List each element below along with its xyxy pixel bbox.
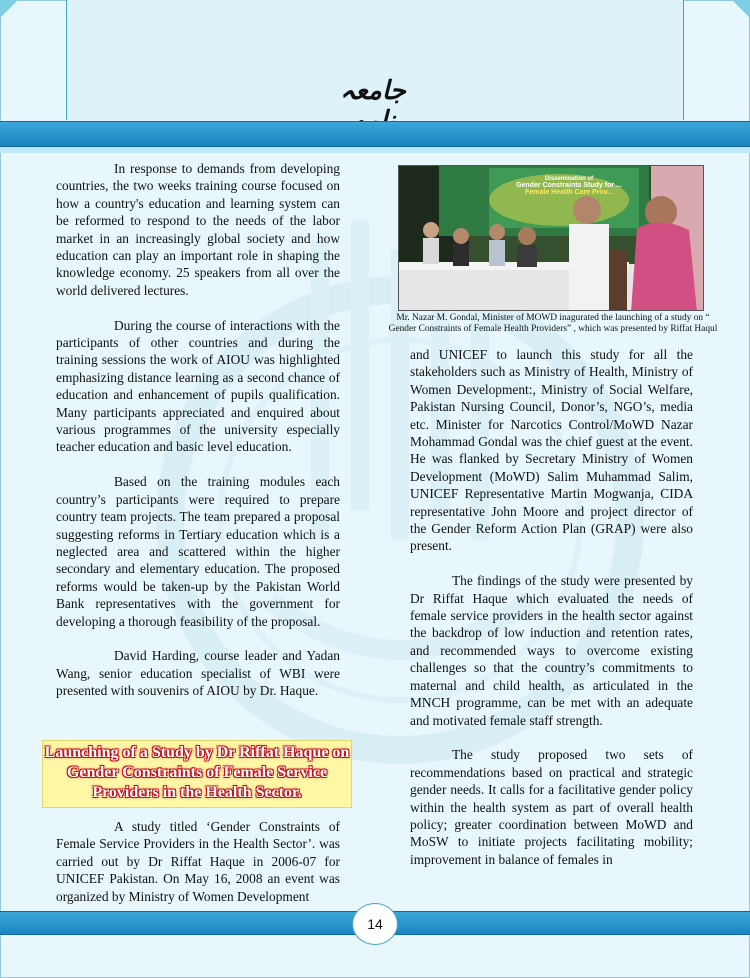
- paragraph: David Harding, course leader and Yadan Wang, senior education specialist of WBI were presented with souvenirs of AIOU by Dr. Haque.: [56, 648, 340, 699]
- banner-line: Female Health Care Prov...: [525, 189, 613, 196]
- paragraph: The findings of the study were presented by Dr Riffat Haque which evaluated the needs of female service providers in the health sector against the backdrop of low induction and retention rates, and recommended ways to overcome existing challenges so that the country’s commitments to maternal and child health, as articulated in the MNCH programme, can be met with an adequate and motivated female staff strength.: [410, 573, 693, 728]
- article-headline: Launching of a Study by Dr Riffat Haque on Gender Constraints of Female Service Providers in the Health Sector.: [44, 744, 350, 801]
- corner-ornament-right: [732, 0, 750, 18]
- event-photo: [398, 165, 704, 311]
- header-band: [0, 121, 750, 147]
- paragraph: Based on the training modules each country’s participants were required to prepare country team projects. The team prepared a proposal suggesting reforms in Tertiary education which is a neglected area and scattered within the higher secondary and elementary education. The proposed reforms would be taken-up by the Pakistan World Bank representatives with the government for developing a thorough feasibility of the proposal.: [56, 474, 340, 629]
- header-band-strip: [0, 147, 750, 153]
- paragraph: and UNICEF to launch this study for all the stakeholders such as Ministry of Health, Ministry of Women Development:, Ministry of Social Welfare, Pakistan Nursing Council, Donor’s, NGO’s, media etc. Minister for Narcotics Control/MoWD Nazar Mohammad Gondal was the chief guest at the event. He was flanked by Secretary Ministry of Women Development (MoWD) Salim Muhammad Salim, UNICEF Representative Martin Mogwanja, CIDA representative John Moore and project director of the Gender Reform Action Plan (GRAP) were also present.: [410, 347, 693, 554]
- masthead-title: جامعہ: [340, 76, 406, 106]
- page-number: 14: [352, 903, 398, 945]
- paragraph: During the course of interactions with the participants of other countries and during the training sessions the work of AIOU was highlighted emphasizing distance learning as a second chance of education and enhancement of pupils qualification. Many participants appreciated and enquired about various programmes of the university especially teacher education and basic level education.: [56, 317, 340, 455]
- corner-ornament-left: [0, 0, 18, 18]
- left-column-continued: [56, 818, 340, 922]
- paragraph: In response to demands from developing countries, the two weeks training course focused on how a country's education and learning system can be reformed to respond to the needs of the labor market in an increasingly global society and how education can play an important role in shaping the knowledge economy. 25 speakers from all over the world delivered lectures.: [56, 161, 340, 298]
- photo-caption: Mr. Nazar M. Gondal, Minister of MOWD inagurated the launching of a study on “ Gender Constraints of Female Health Providers” , which was presented by Riffat Haqul: [388, 313, 718, 335]
- banner-line: Dissemination of: [544, 176, 594, 182]
- banner-line: Gender Constraints Study for ...: [516, 182, 622, 189]
- paragraph: The study proposed two sets of recommendations based on practical and strategic gender needs. It calls for a facilitative gender policy within the health system as part of overall health policy; greater coordination between MoWD and MoSW to initiate projects facilitating mobility; improvement in balance of females in: [410, 747, 693, 867]
- right-column: [410, 346, 693, 886]
- paragraph: A study titled ‘Gender Constraints of Female Service Providers in the Health Sector’. was carried out by Dr Riffat Haque in 2006-07 for UNICEF Pakistan. On May 16, 2008 an event was organized by Ministry of Women Development: [56, 819, 340, 904]
- left-column: [56, 160, 340, 717]
